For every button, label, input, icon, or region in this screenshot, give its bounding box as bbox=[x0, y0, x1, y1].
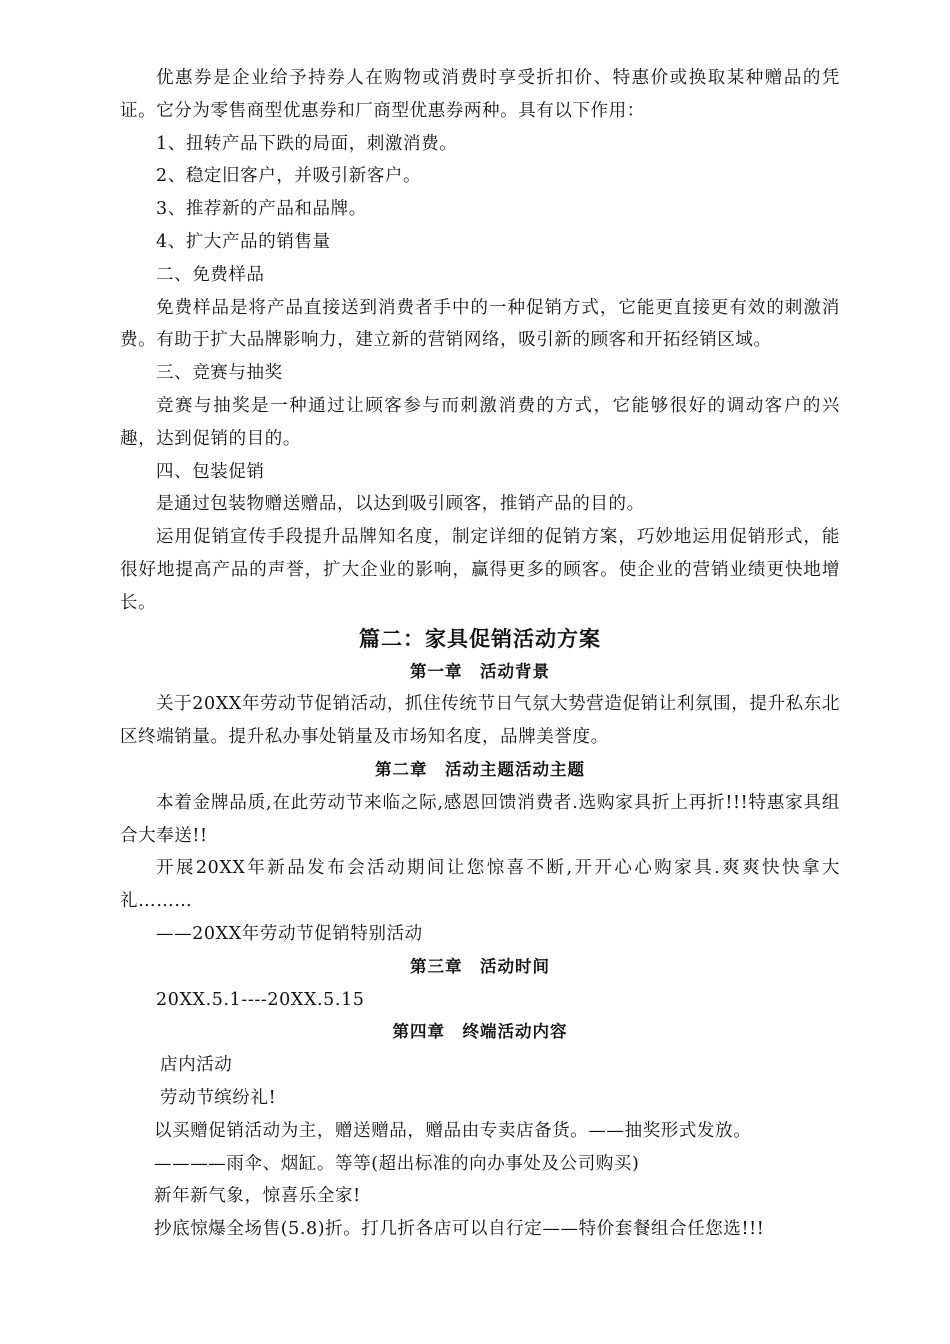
chapter4-line-1: 店内活动 bbox=[160, 1055, 233, 1076]
chapter2-title: 第二章 活动主题活动主题 bbox=[375, 759, 585, 779]
chapter2-paragraph-2: 开展20XX年新品发布会活动期间让您惊喜不断,开开心心购家具.爽爽快快拿大礼……… bbox=[120, 858, 840, 912]
chapter3-title: 第三章 活动时间 bbox=[410, 956, 550, 976]
chapter4-title: 第四章 终端活动内容 bbox=[392, 1022, 568, 1042]
chapter2-paragraph-1: 本着金牌品质,在此劳动节来临之际,感恩回馈消费者.选购家具折上再折!!!特惠家具组合大奉送!! bbox=[120, 792, 840, 846]
chapter4-line-3: 以买赠促销活动为主，赠送赠品，赠品由专卖店备货。——抽奖形式发放。 bbox=[154, 1120, 752, 1141]
coupon-intro-paragraph: 优惠券是企业给予持券人在购物或消费时享受折扣价、特惠价或换取某种赠品的凭证。它分为零售商型优惠券和厂商型优惠券两种。具有以下作用： bbox=[120, 68, 840, 121]
chapter1-title: 第一章 活动背景 bbox=[410, 661, 550, 681]
effect-item-4: 4、扩大产品的销售量 bbox=[156, 231, 331, 252]
conclusion-paragraph: 运用促销宣传手段提升品牌知名度，制定详细的促销方案，巧妙地运用促销形式，能很好地提高产品的声誉，扩大企业的影响，赢得更多的顾客。使企业的营销业绩更快地增长。 bbox=[120, 527, 840, 613]
chapter4-line-2: 劳动节缤纷礼! bbox=[160, 1087, 277, 1108]
free-sample-paragraph: 免费样品是将产品直接送到消费者手中的一种促销方式，它能更直接更有效的刺激消费。有助于扩大品牌影响力，建立新的营销网络，吸引新的顾客和开拓经销区域。 bbox=[120, 297, 840, 351]
package-heading: 四、包装促销 bbox=[156, 461, 265, 482]
chapter4-line-5: 新年新气象，惊喜乐全家! bbox=[154, 1186, 361, 1207]
chapter4-line-6: 抄底惊爆全场售(5.8)折。打几折各店可以自行定——特价套餐组合任您选!!! bbox=[154, 1219, 765, 1240]
chapter4-line-4: ————雨伞、烟缸。等等(超出标准的向办事处及公司购买) bbox=[154, 1153, 640, 1174]
package-paragraph: 是通过包装物赠送赠品，以达到吸引顾客，推销产品的目的。 bbox=[156, 494, 645, 515]
chapter2-slogan: ——20XX年劳动节促销特别活动 bbox=[156, 923, 423, 944]
chapter1-paragraph: 关于20XX年劳动节促销活动，抓住传统节日气氛大势营造促销让利氛围，提升私东北区终端销量。提升私办事处销量及市场知名度，品牌美誉度。 bbox=[120, 694, 840, 748]
effect-item-3: 3、推荐新的产品和品牌。 bbox=[156, 199, 367, 220]
contest-heading: 三、竞赛与抽奖 bbox=[156, 363, 283, 384]
effect-item-2: 2、稳定旧客户，并吸引新客户。 bbox=[156, 166, 422, 187]
chapter4-content bbox=[120, 1049, 840, 1246]
document-page bbox=[120, 62, 840, 1246]
chapter3-date-range: 20XX.5.1----20XX.5.15 bbox=[156, 989, 365, 1010]
part2-title: 篇二：家具促销活动方案 bbox=[359, 626, 601, 651]
effect-item-1: 1、扭转产品下跌的局面，刺激消费。 bbox=[156, 133, 458, 154]
contest-paragraph: 竞赛与抽奖是一种通过让顾客参与而刺激消费的方式，它能够很好的调动客户的兴趣，达到促销的目的。 bbox=[120, 395, 840, 449]
free-sample-heading: 二、免费样品 bbox=[156, 264, 265, 285]
